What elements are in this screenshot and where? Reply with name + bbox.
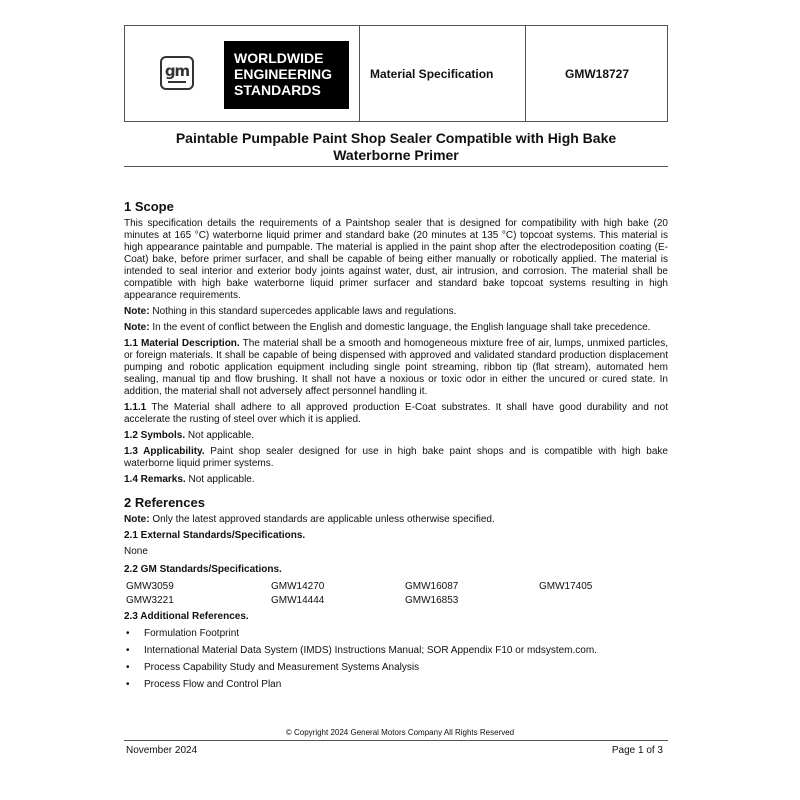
footer-divider [124, 740, 668, 741]
gm-standards-list [126, 580, 668, 608]
gm-standard [539, 594, 670, 608]
external-standards-heading: 2.1 External Standards/Specifications. [124, 530, 306, 541]
external-standards-value: None [124, 546, 148, 557]
brand-line: WORLDWIDE [234, 50, 324, 66]
subsection-text: Not applicable. [185, 430, 255, 441]
title-divider [124, 166, 668, 167]
header-divider [359, 26, 360, 121]
subsection-label: 1.3 Applicability. [124, 446, 205, 457]
copyright-notice: © Copyright 2024 General Motors Company All Rights Reserved [285, 728, 515, 737]
subsection-text: The Material shall adhere to all approved production E-Coat substrates. It shall have good durability and not accelerate the rusting of steel over which it is applied. [124, 402, 668, 425]
worldwide-engineering-standards-badge [224, 41, 349, 109]
list-item: • Process Capability Study and Measurement Systems Analysis [124, 661, 668, 675]
list-item: • International Material Data System (IMDS) Instructions Manual; SOR Appendix F10 or mdsystem.com. [124, 644, 668, 658]
subsection-text: Paint shop sealer designed for use in high bake paint shops and is compatible with high bake waterborne liquid primer systems. [124, 446, 668, 469]
gm-standard: GMW3059 [126, 581, 174, 592]
section-heading-scope: 1 Scope [124, 199, 174, 214]
note-label: Note: [124, 322, 150, 333]
note-label: Note: [124, 514, 150, 525]
document-body [124, 199, 668, 695]
additional-references-heading: 2.3 Additional References. [124, 611, 249, 622]
note-text: Nothing in this standard supercedes applicable laws and regulations. [149, 306, 457, 317]
document-title [124, 130, 668, 164]
note-label: Note: [124, 306, 150, 317]
symbols [124, 430, 668, 442]
list-item: • Formulation Footprint [124, 627, 668, 641]
gm-standards-heading: 2.2 GM Standards/Specifications. [124, 564, 282, 575]
gm-standard: GMW14444 [271, 595, 325, 606]
note-paragraph [124, 306, 668, 318]
gm-standard: GMW17405 [539, 581, 593, 592]
subsection-label: 1.4 Remarks. [124, 474, 186, 485]
applicability [124, 446, 668, 470]
note-text: In the event of conflict between the English and domestic language, the English language shall take precedence. [149, 322, 651, 333]
subsection-text: Not applicable. [185, 474, 255, 485]
footer-date: November 2024 [126, 745, 198, 756]
note-paragraph [124, 514, 668, 526]
subsection-label: 1.1 Material Description. [124, 338, 240, 349]
title-line: Paintable Pumpable Paint Shop Sealer Compatible with High Bake [175, 130, 617, 146]
gm-logo: gm [160, 56, 194, 90]
subsection-text: The material shall be a smooth and homogeneous mixture free of air, lumps, unmixed particles, or foreign materials. It shall be capable of being dispensed with approved and validated standard production displacement pumping and robotic application equipment including single point streaming, ribbon tip (flat stream), automated hem sealing, manual tip and flow brushing. It shall not have a noxious or toxic odor in either the uncured or cured state. In addition, the material shall not adversely affect personnel handling it. [124, 338, 668, 397]
document-header [124, 25, 668, 122]
additional-references-list [124, 627, 668, 692]
section-heading-references: 2 References [124, 495, 205, 510]
brand-line: ENGINEERING [234, 66, 333, 82]
substrate-adhesion [124, 402, 668, 426]
remarks [124, 474, 668, 486]
gm-standard: GMW16087 [405, 581, 459, 592]
gm-standard: GMW14270 [271, 581, 325, 592]
title-line: Waterborne Primer [333, 147, 459, 163]
subsection-label: 1.1.1 [124, 402, 147, 413]
scope-intro: This specification details the requirements of a Paintshop sealer that is designed for compatibility with high bake (20 minutes at 165 °C) waterborne liquid primer and standard bake (20 minutes at 135 °C) topcoat systems. This material is high appearance paintable and pumpable. The material is applied in the paint shop after the electrodeposition coating (E-Coat) bake, before primer surfacer, and shall be capable of being either manually or robotically applied. The material is intended to seal interior and exterior body joints against water, dust, air intrusion, and corrosion. The material shall be compatible with high bake waterborne liquid primer surfacer and standard bake topcoat systems resulting in high appearance requirements. [124, 218, 668, 301]
note-paragraph [124, 322, 668, 334]
list-item: • Process Flow and Control Plan [124, 678, 668, 692]
gm-standard: GMW16853 [405, 595, 459, 606]
page-number: Page 1 of 3 [611, 745, 663, 756]
document-type: Material Specification [370, 67, 494, 81]
material-description [124, 338, 668, 398]
gm-standard: GMW3221 [126, 595, 174, 606]
subsection-label: 1.2 Symbols. [124, 430, 186, 441]
spec-number: GMW18727 [564, 67, 630, 81]
brand-line: STANDARDS [234, 82, 321, 98]
note-text: Only the latest approved standards are applicable unless otherwise specified. [149, 514, 495, 525]
